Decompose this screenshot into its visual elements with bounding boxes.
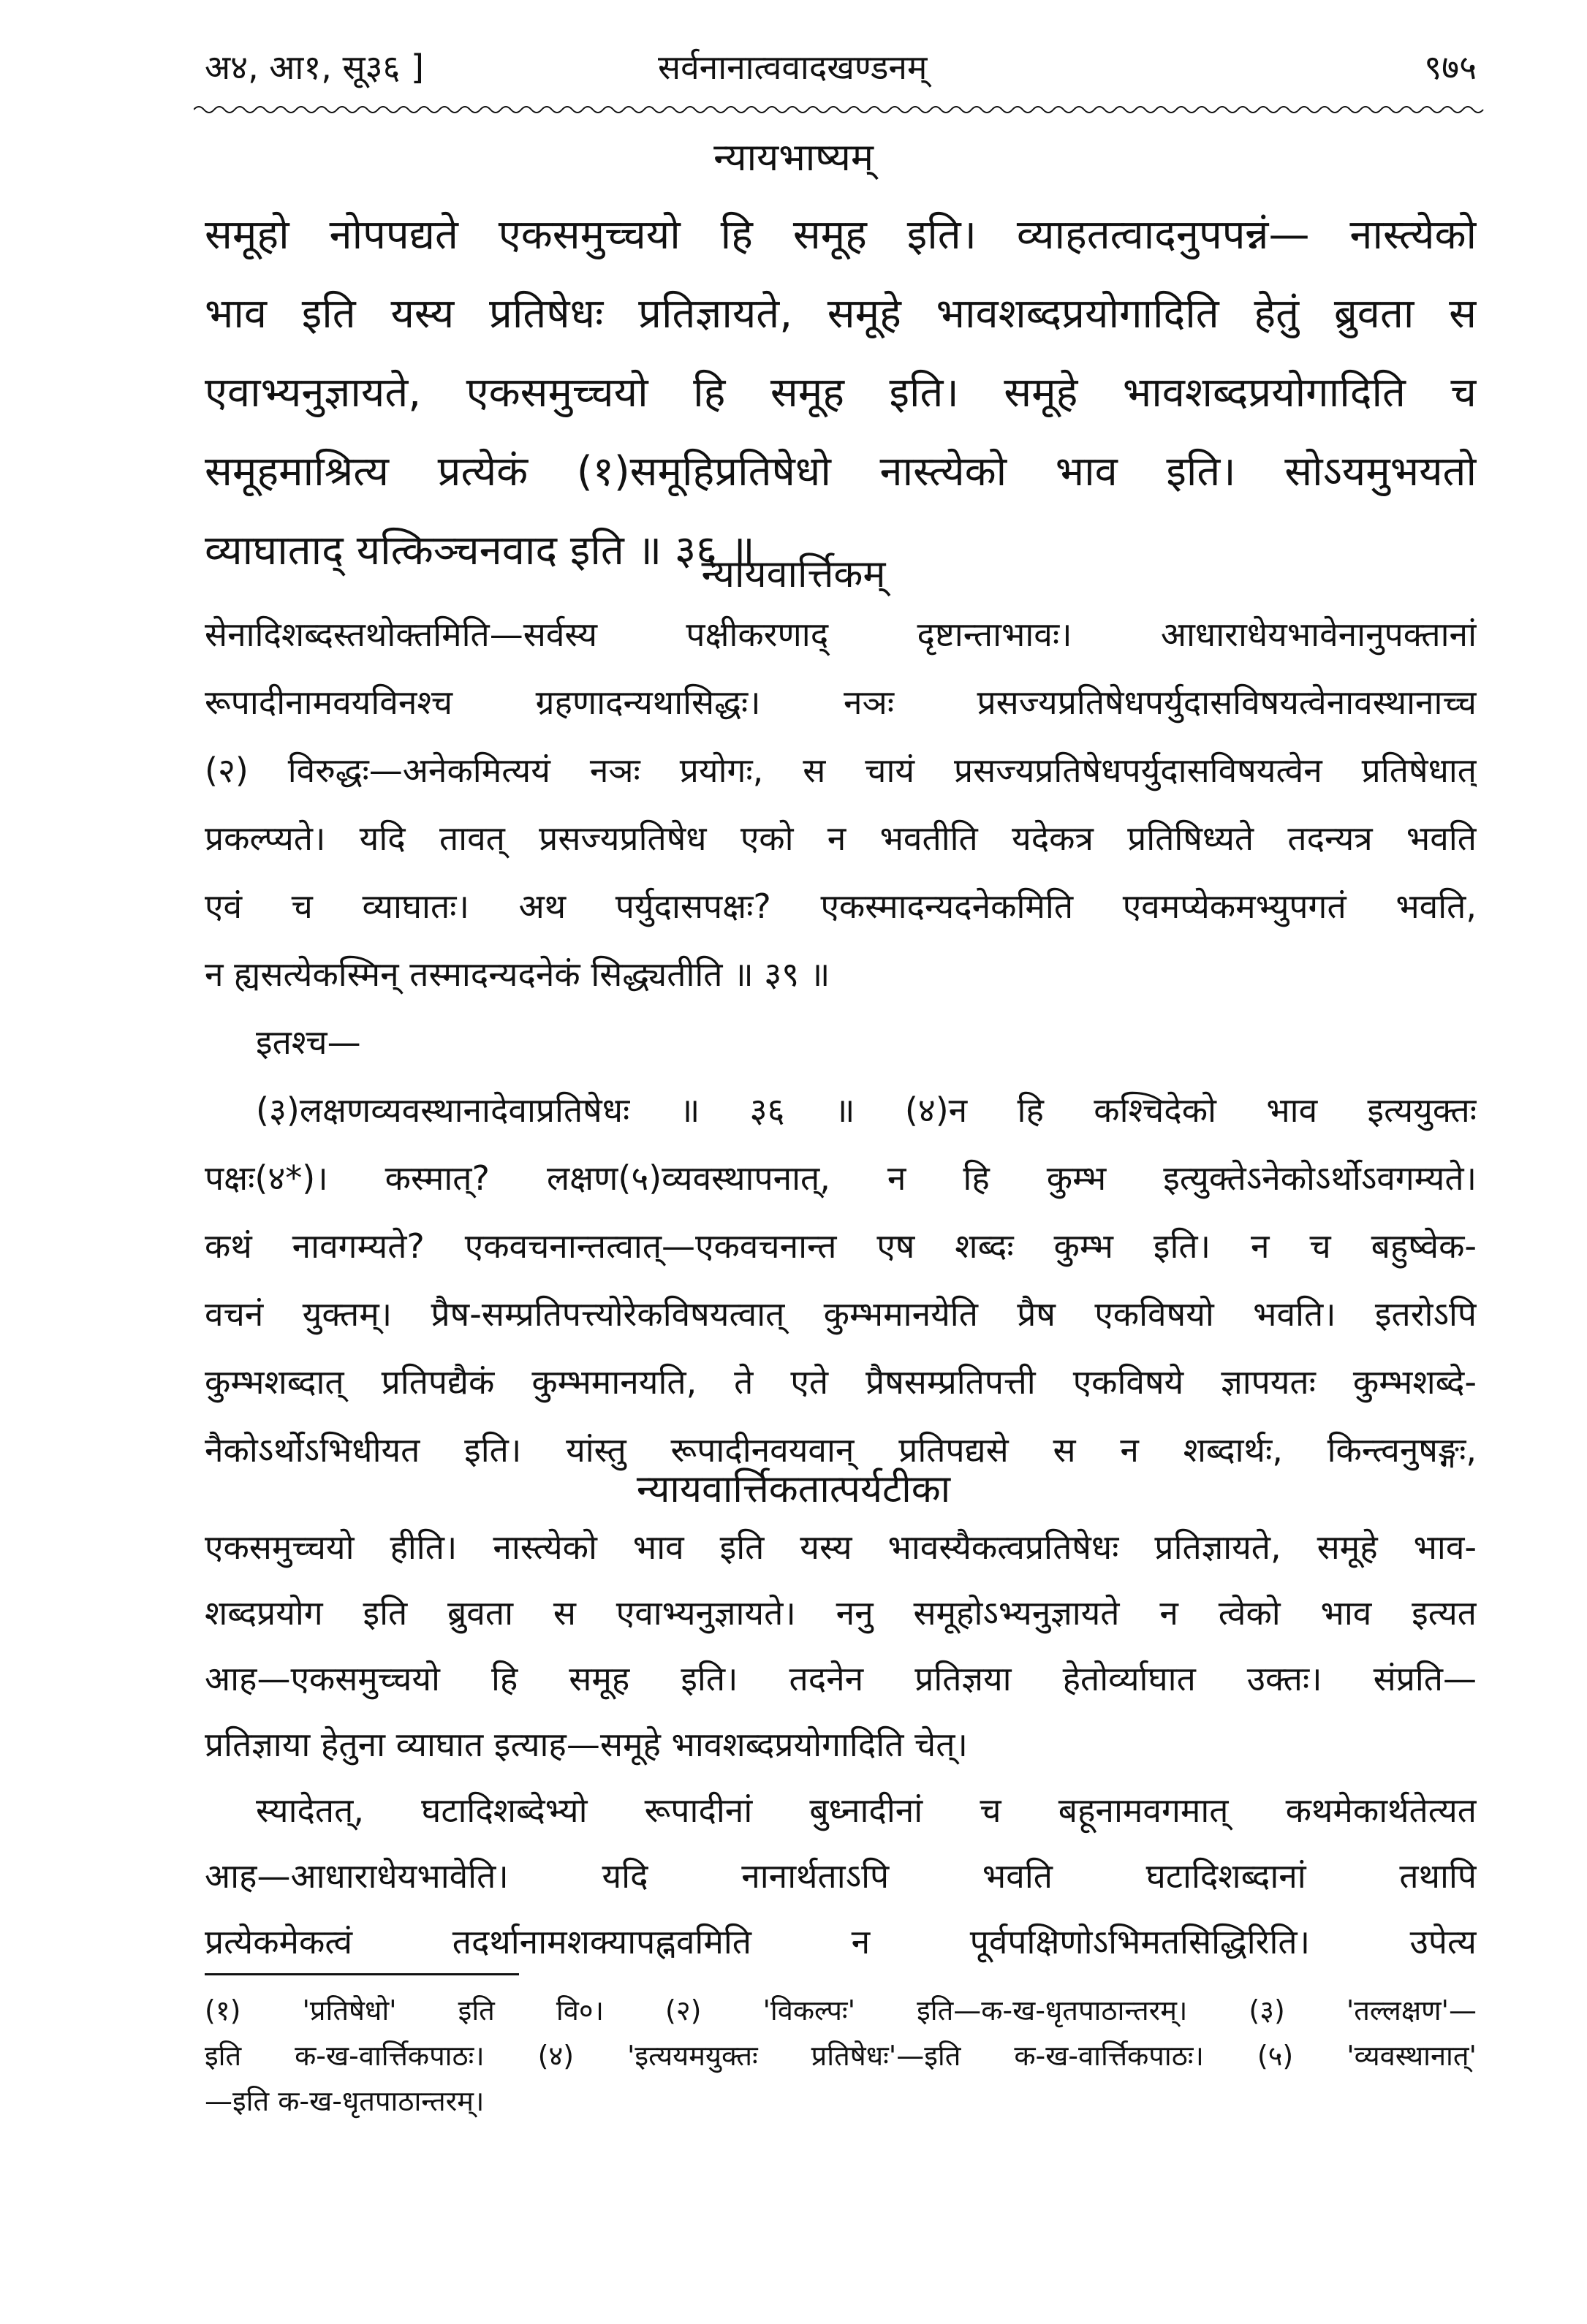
text-line: प्रत्येकमेकत्वं तदर्थानामशक्यापह्नवमिति न पूर्वपक्षिणोऽभिमतसिद्धिरिति। उपेत्य xyxy=(205,1922,1477,1962)
text-line: इतश्च— xyxy=(256,1022,361,1062)
text-line: एवं च व्याघातः। अथ पर्युदासपक्षः? एकस्मादन्यदनेकमिति एवमप्येकमभ्युपगतं भवति, xyxy=(205,886,1477,926)
nyayabhashyam-text xyxy=(205,196,1477,591)
chapter-reference: अ४, आ१, सू३६ ] xyxy=(205,48,424,87)
text-line: प्रकल्प्यते। यदि तावत् प्रसज्यप्रतिषेध एको न भवतीति यदेकत्र प्रतिषिध्यते तदन्यत्र भवति xyxy=(205,819,1477,858)
text-line: नैकोऽर्थोऽभिधीयत इति। यांस्तु रूपादीनवयवान् प्रतिपद्यसे स न शब्दार्थः, किन्त्वनुषङ्गः, xyxy=(205,1430,1477,1470)
text-line: (२) विरुद्धः—अनेकमित्ययं नञः प्रयोगः, स चायं प्रसज्यप्रतिषेधपर्युदासविषयत्वेन प्रतिषेधात् xyxy=(205,751,1477,790)
text-line: न ह्यसत्येकस्मिन् तस्मादन्यदनेकं सिद्ध्यतीति ॥ ३९ ॥ xyxy=(205,954,830,994)
nyayavarttikam-text xyxy=(205,601,1477,1484)
text-line: समूहो नोपपद्यते एकसमुच्चयो हि समूह इति। व्याहतत्वादनुपपन्नं— नास्त्येको xyxy=(205,211,1477,259)
footnotes xyxy=(205,1988,1477,2124)
footnote-line: (१) 'प्रतिषेधो' इति वि०। (२) 'विकल्पः' इति—क-ख-धृतपाठान्तरम्। (३) 'तल्लक्षण'— xyxy=(205,1994,1477,2027)
text-line: वचनं युक्तम्। प्रैष-सम्प्रतिपत्त्योरेकविषयत्वात् कुम्भमानयेति प्रैष एकविषयो भवति। इतरोऽपि xyxy=(205,1294,1477,1334)
section-heading-nyayavarttikam: न्यायवार्त्तिकम् xyxy=(701,552,886,596)
running-title: सर्वनानात्ववादखण्डनम् xyxy=(658,48,928,87)
footnote-line: —इति क-ख-धृतपाठान्तरम्। xyxy=(205,2085,485,2117)
header-wavy-rule xyxy=(194,102,1488,117)
text-line: एकसमुच्चयो हीति। नास्त्येको भाव इति यस्य भावस्यैकत्वप्रतिषेधः प्रतिज्ञायते, समूहे भाव- xyxy=(205,1527,1477,1567)
text-line: भाव इति यस्य प्रतिषेधः प्रतिज्ञायते, समूहे भावशब्दप्रयोगादिति हेतुं ब्रुवता स xyxy=(205,290,1477,338)
section-heading-tatparyatika: न्यायवार्त्तिकतात्पर्यटीका xyxy=(636,1467,951,1511)
text-line: कथं नावगम्यते? एकवचनान्तत्वात्—एकवचनान्त एष शब्दः कुम्भ इति। न च बहुष्वेक- xyxy=(205,1226,1477,1266)
text-line: रूपादीनामवयविनश्च ग्रहणादन्यथासिद्धः। नञः प्रसज्यप्रतिषेधपर्युदासविषयत्वेनावस्थानाच्च xyxy=(205,683,1477,722)
text-line: एवाभ्यनुज्ञायते, एकसमुच्चयो हि समूह इति। समूहे भावशब्दप्रयोगादिति च xyxy=(205,369,1477,417)
text-line: कुम्भशब्दात् प्रतिपद्यैकं कुम्भमानयति, ते एते प्रैषसम्प्रतिपत्ती एकविषये ज्ञापयतः कुम्भशब्दे- xyxy=(205,1362,1477,1402)
tatparyatika-text xyxy=(205,1514,1477,1975)
text-line: शब्दप्रयोग इति ब्रुवता स एवाभ्यनुज्ञायते। ननु समूहोऽभ्यनुज्ञायते न त्वेको भाव इत्यत xyxy=(205,1593,1477,1633)
text-line: आह—एकसमुच्चयो हि समूह इति। तदनेन प्रतिज्ञया हेतोर्व्याघात उक्तः। संप्रति— xyxy=(205,1659,1477,1698)
section-heading-nyayabhashyam: न्यायभाष्यम् xyxy=(713,136,874,180)
text-line: सेनादिशब्दस्तथोक्तमिति—सर्वस्य पक्षीकरणाद् दृष्टान्ताभावः। आधाराधेयभावेनानुपक्तानां xyxy=(205,615,1477,654)
footnote-line: इति क-ख-वार्त्तिकपाठः। (४) 'इत्ययमयुक्तः प्रतिषेधः'—इति क-ख-वार्त्तिकपाठः। (५) 'व्यवस्थानात्' xyxy=(205,2040,1477,2072)
text-line: पक्षः(४*)। कस्मात्? लक्षण(५)व्यवस्थापनात्, न हि कुम्भ इत्युक्तेऽनेकोऽर्थोऽवगम्यते। xyxy=(205,1158,1477,1198)
text-line: आह—आधाराधेयभावेति। यदि नानार्थताऽपि भवति घटादिशब्दानां तथापि xyxy=(205,1856,1477,1896)
running-header xyxy=(205,37,1477,95)
text-line: समूहमाश्रित्य प्रत्येकं (१)समूहिप्रतिषेधो नास्त्येको भाव इति। सोऽयमुभयतो xyxy=(205,448,1477,495)
text-line: प्रतिज्ञाया हेतुना व्याघात इत्याह—समूहे भावशब्दप्रयोगादिति चेत्। xyxy=(205,1725,968,1764)
page-number: ९७५ xyxy=(1424,48,1477,87)
text-line: व्याघाताद् यत्किञ्चनवाद इति ॥ ३६ ॥ xyxy=(205,527,755,574)
footnote-separator xyxy=(205,1973,519,1975)
sutra-line: (३)लक्षणव्यवस्थानादेवाप्रतिषेधः ॥ ३६ ॥ (४)न हि कश्चिदेको भाव इत्ययुक्तः xyxy=(256,1090,1477,1130)
text-line: स्यादेतत्, घटादिशब्देभ्यो रूपादीनां बुध्नादीनां च बहूनामवगमात् कथमेकार्थतेत्यत xyxy=(256,1791,1477,1830)
